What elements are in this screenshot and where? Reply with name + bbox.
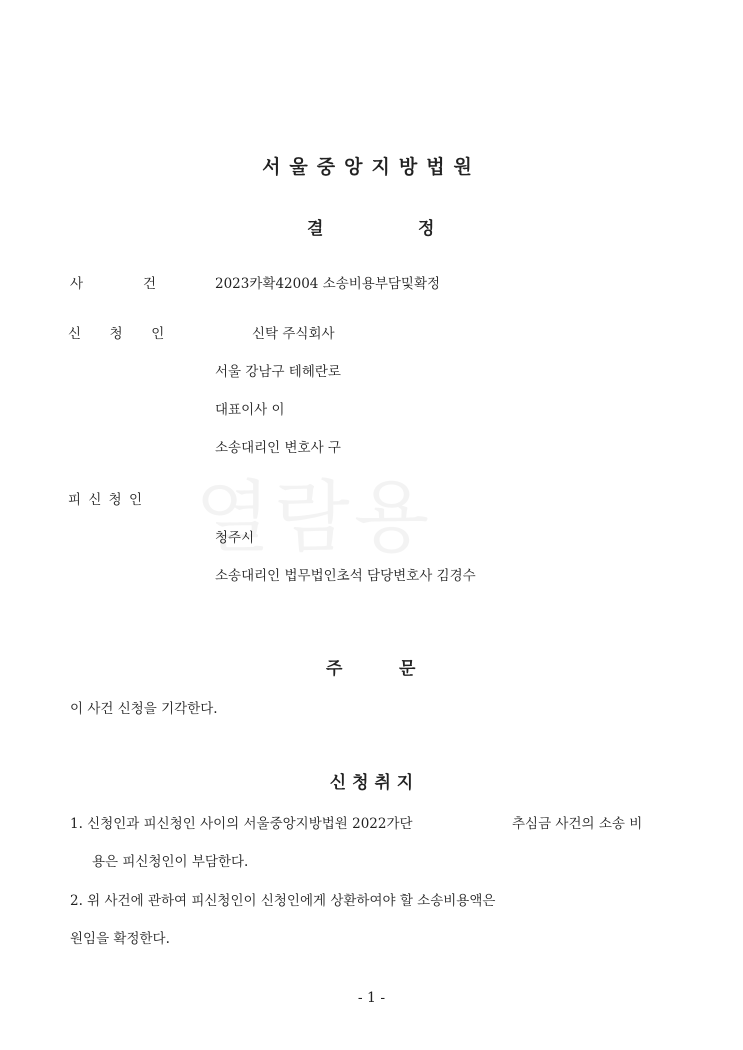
- purpose-heading: 신 청 취 지: [329, 773, 414, 793]
- page-number: - 1 -: [357, 990, 386, 1006]
- case-label-a: 사: [70, 276, 84, 292]
- doc-type-left: 결: [307, 219, 324, 239]
- purpose-item1-b: 추심금 사건의 소송 비: [512, 816, 643, 832]
- case-value: 2023카확42004 소송비용부담및확정: [215, 276, 441, 292]
- order-heading-left: 주: [326, 659, 343, 679]
- applicant-name: 신탁 주식회사: [252, 326, 335, 342]
- watermark: [195, 455, 433, 567]
- respondent-attorney: 소송대리인 법무법인초석 담당변호사 김경수: [215, 568, 476, 584]
- doc-type-right: 정: [418, 219, 435, 239]
- court-name: 서울중앙지방법원: [262, 156, 481, 178]
- applicant-attorney: 소송대리인 변호사 구: [215, 440, 341, 456]
- purpose-item1-c: 용은 피신청인이 부담한다.: [92, 854, 249, 870]
- purpose-item2-a: 2. 위 사건에 관하여 피신청인이 신청인에게 상환하여야 할 소송비용액은: [70, 893, 496, 909]
- respondent-label: 피 신 청 인: [68, 492, 143, 508]
- applicant-label: 신 청 인: [68, 326, 165, 342]
- order-text: 이 사건 신청을 기각한다.: [70, 701, 218, 717]
- purpose-item2-b: 원임을 확정한다.: [70, 931, 170, 947]
- respondent-name: 청주시: [215, 530, 255, 546]
- purpose-item1-a: 1. 신청인과 피신청인 사이의 서울중앙지방법원 2022가단: [70, 816, 413, 832]
- case-label-b: 건: [143, 276, 157, 292]
- applicant-representative: 대표이사 이: [215, 402, 285, 418]
- order-heading-right: 문: [399, 659, 416, 679]
- applicant-address: 서울 강남구 테헤란로: [215, 364, 341, 380]
